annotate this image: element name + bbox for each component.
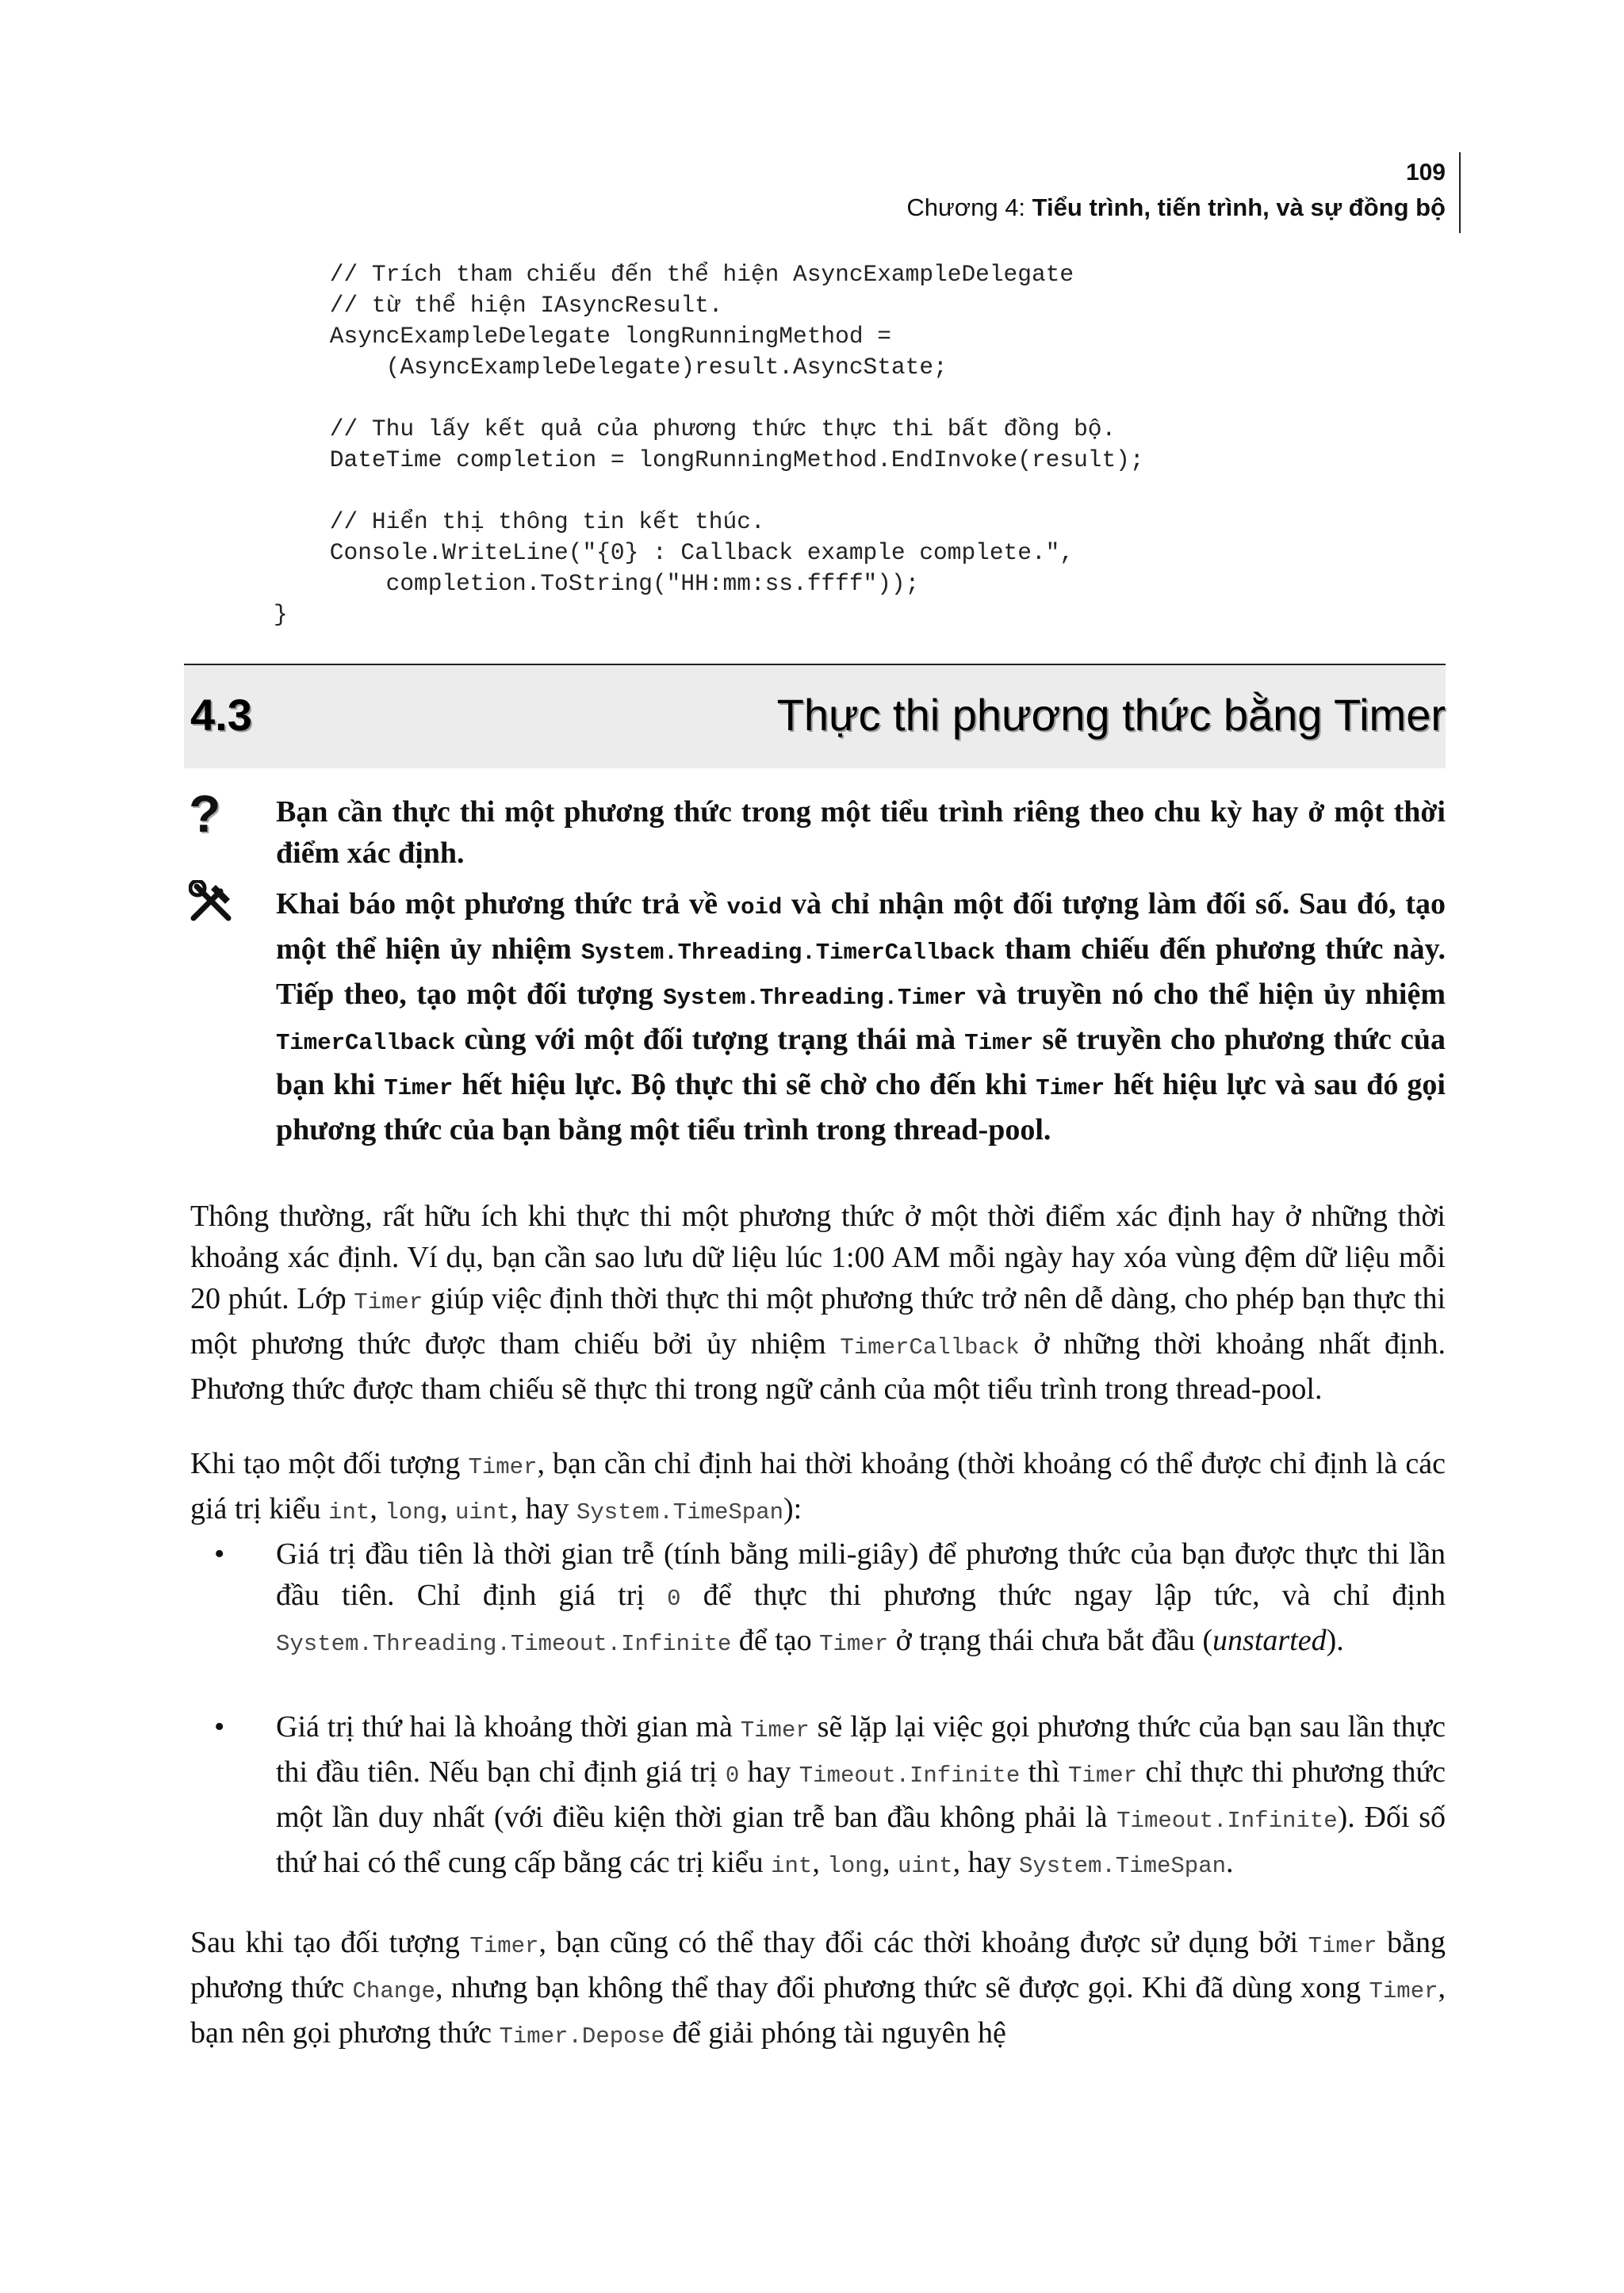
section-number: 4.3 (190, 690, 252, 740)
bullet-icon: • (214, 1537, 225, 1571)
inline-code: Timer (1369, 1978, 1438, 2004)
solution-statement: Khai báo một phương thức trả về void và chỉ nhận một đối tượng làm đối số. Sau đó, tạo một thể hiện ủy nhiệm System.Threading.TimerCallback tham chiếu đến phương thức này. Tiếp theo, tạo một đối tượng System.Threading.Timer và truyền nó cho thể hiện ủy nhiệm TimerCallback cùng với một đối tượng trạng thái mà Timer sẽ truyền cho phương thức của bạn khi Timer hết hiệu lực. Bộ thực thi sẽ chờ cho đến khi Timer hết hiệu lực và sau đó gọi phương thức của bạn bằng một tiểu trình trong thread-pool. (276, 887, 1446, 1146)
list-item-text: Giá trị thứ hai là khoảng thời gian mà Timer sẽ lặp lại việc gọi phương thức của bạn sau lần thực thi đầu tiên. Nếu bạn chỉ định giá trị 0 hay Timeout.Infinite thì Timer chỉ thực thi phương thức một lần duy nhất (với điều kiện thời gian trễ ban đầu không phải là Timeout.Infinite). Đối số thứ hai có thể cung cấp bằng các trị kiểu int, long, uint, hay System.TimeSpan. (276, 1710, 1446, 1879)
list-item (214, 1706, 1446, 1887)
inline-code: Timer.Depose (499, 2023, 665, 2050)
body-paragraph-3: Sau khi tạo đối tượng Timer, bạn cũng có thể thay đổi các thời khoảng được sử dụng bởi Timer bằng phương thức Change, nhưng bạn không thể thay đổi phương thức sẽ được gọi. Khi đã dùng xong Timer, bạn nên gọi phương thức Timer.Depose để giải phóng tài nguyên hệ (190, 1926, 1446, 2050)
inline-code: uint (454, 1499, 511, 1525)
body-paragraph-1: Thông thường, rất hữu ích khi thực thi một phương thức ở một thời điểm xác định hay ở những thời khoảng xác định. Ví dụ, bạn cần sao lưu dữ liệu lúc 1:00 AM mỗi ngày hay xóa vùng đệm dữ liệu mỗi 20 phút. Lớp Timer giúp việc định thời thực thi một phương thức trở nên dễ dàng, cho phép bạn thực thi một phương thức được tham chiếu bởi ủy nhiệm TimerCallback ở những thời khoảng nhất định. Phương thức được tham chiếu sẽ thực thi trong ngữ cảnh của một tiểu trình trong thread-pool. (190, 1200, 1446, 1406)
inline-code: int (328, 1499, 370, 1525)
inline-code: Timer (468, 1454, 538, 1480)
chapter-name: Tiểu trình, tiến trình, và sự đồng bộ (1032, 193, 1446, 221)
question-icon: ? (189, 784, 221, 843)
code-timer: Timer (384, 1075, 454, 1101)
code-timer: Timer (964, 1030, 1034, 1056)
inline-code: Timer (1308, 1933, 1377, 1959)
code-timercallback-full: System.Threading.TimerCallback (580, 940, 995, 966)
chapter-title (906, 190, 1446, 225)
chapter-prefix: Chương 4: (906, 193, 1032, 221)
code-void: void (726, 894, 783, 921)
page-header (906, 155, 1446, 225)
inline-code: Timer (354, 1289, 423, 1315)
inline-code: System.TimeSpan (576, 1499, 784, 1525)
bullet-icon: • (214, 1710, 225, 1744)
code-timercallback: TimerCallback (276, 1030, 456, 1056)
problem-statement: Bạn cần thực thi một phương thức trong một tiểu trình riêng theo chu kỳ hay ở một thời điểm xác định. (276, 795, 1446, 870)
inline-code: Change (352, 1978, 435, 2004)
code-timer: Timer (1036, 1075, 1105, 1101)
tools-icon (189, 880, 236, 928)
inline-code: long (385, 1499, 440, 1525)
code-block: // Trích tham chiếu đến thể hiện AsyncExampleDelegate // từ thể hiện IAsyncResult. AsyncExampleDelegate longRunningMethod = (AsyncExampleDelegate)result.AsyncState; // Thu lấy kết quả của phương thức thực thi bất đồng bộ. DateTime completion = longRunningMethod.EndInvoke(result); // Hiển thị thông tin kết thúc. Console.WriteLine("{0} : Callback example complete.", completion.ToString("HH:mm:ss.ffff")); } (274, 261, 1144, 628)
inline-code: Timer (469, 1933, 539, 1959)
list-item (214, 1533, 1446, 1665)
inline-code: TimerCallback (840, 1334, 1020, 1361)
header-rule (1459, 152, 1461, 233)
section-title: Thực thi phương thức bằng Timer (776, 690, 1446, 740)
code-timer-full: System.Threading.Timer (663, 985, 967, 1011)
list-item-text: Giá trị đầu tiên là thời gian trễ (tính bằng mili-giây) để phương thức của bạn được thực thi lần đầu tiên. Chỉ định giá trị 0 để thực thi phương thức ngay lập tức, và chỉ định System.Threading.Timeout.Infinite để tạo Timer ở trạng thái chưa bắt đầu (unstarted). (276, 1537, 1446, 1657)
page-number: 109 (1405, 159, 1446, 186)
body-paragraph-2: Khi tạo một đối tượng Timer, bạn cần chỉ định hai thời khoảng (thời khoảng có thể được chỉ định là các giá trị kiểu int, long, uint, hay System.TimeSpan): (190, 1447, 1446, 1525)
